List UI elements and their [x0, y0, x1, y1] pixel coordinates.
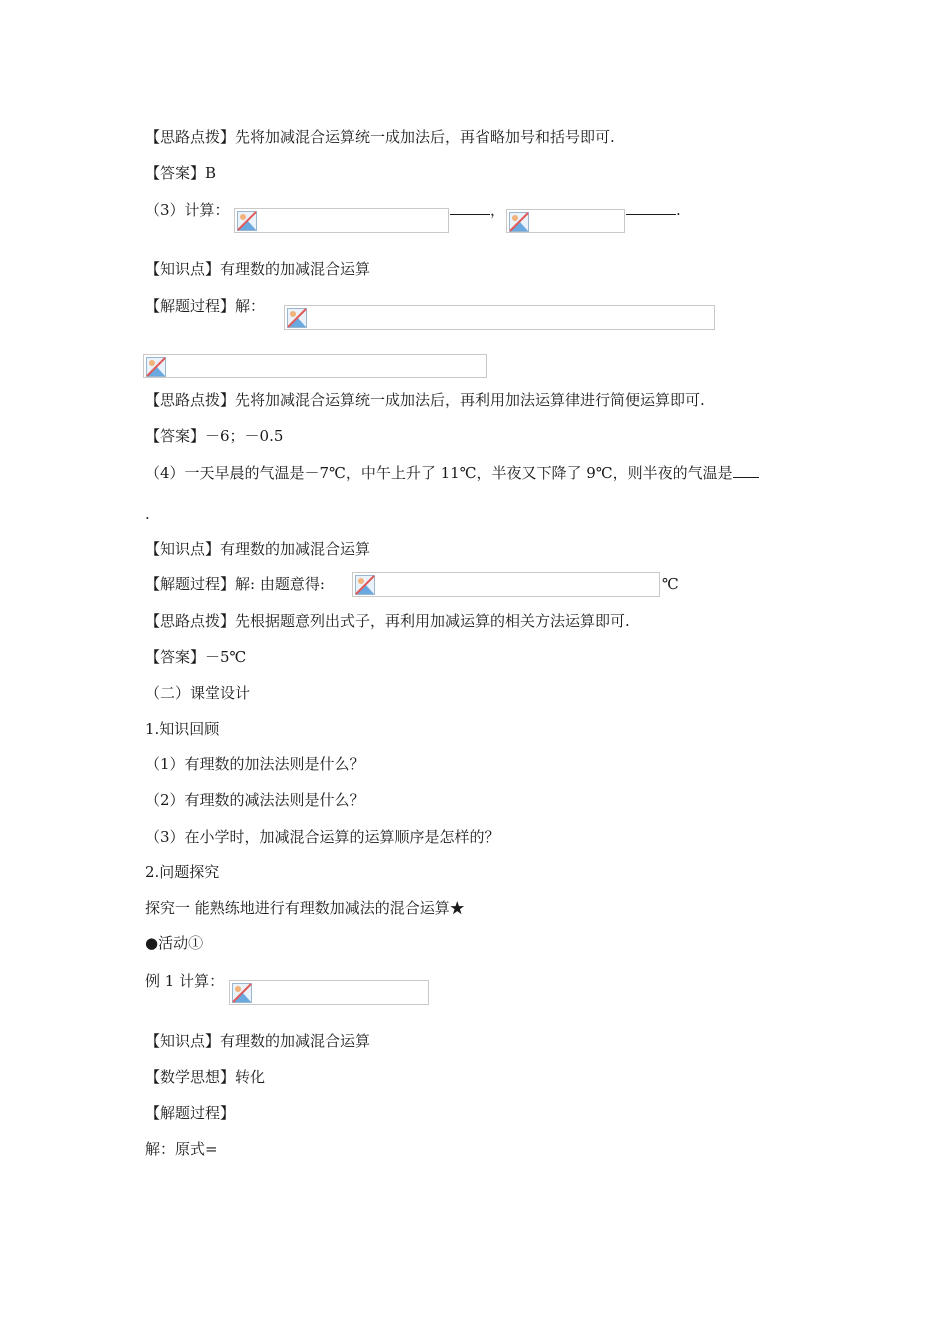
- activity-label: ●活动①: [145, 934, 204, 952]
- answer-blank-1: [450, 202, 490, 215]
- blank-2-wrap: [626, 200, 681, 220]
- solution-process-2: 【解题过程】解: 由题意得:: [145, 575, 325, 593]
- broken-image-icon: [237, 211, 257, 231]
- formula-image: [284, 305, 715, 330]
- example-1-prefix: 例 1 计算：: [145, 972, 225, 990]
- solution-start: 解：原式=: [145, 1140, 218, 1158]
- answer-blank-3: [733, 465, 759, 478]
- comma: ，: [490, 201, 506, 219]
- math-thought: 【数学思想】转化: [145, 1068, 266, 1086]
- celsius-unit: ℃: [662, 575, 679, 593]
- broken-image-icon: [509, 212, 529, 232]
- broken-image-icon: [355, 575, 375, 595]
- review-question-1: （1）有理数的加法法则是什么？: [145, 755, 365, 773]
- period: .: [676, 201, 681, 219]
- formula-image: [229, 980, 429, 1005]
- review-heading: 1.知识回顾: [145, 720, 220, 738]
- hint-line-3: 【思路点拨】先根据题意列出式子，再利用加减运算的相关方法运算即可.: [145, 612, 630, 630]
- formula-image: [234, 208, 449, 233]
- question-3-prefix: （3）计算：: [145, 201, 230, 219]
- formula-image: [506, 209, 625, 233]
- knowledge-point-3: 【知识点】有理数的加减混合运算: [145, 1032, 371, 1050]
- answer-blank-2: [626, 202, 676, 215]
- broken-image-icon: [232, 983, 252, 1003]
- review-question-3: （3）在小学时，加减混合运算的运算顺序是怎样的？: [145, 828, 500, 846]
- solution-process-1: 【解题过程】解：: [145, 297, 266, 315]
- answer-line-1: 【答案】B: [145, 164, 217, 182]
- broken-image-icon: [146, 357, 166, 377]
- review-question-2: （2）有理数的减法法则是什么？: [145, 791, 365, 809]
- explore-heading: 2.问题探究: [145, 863, 220, 881]
- formula-image: [143, 354, 487, 378]
- hint-line-2: 【思路点拨】先将加减混合运算统一成加法后，再利用加法运算律进行简便运算即可.: [145, 391, 705, 409]
- explore-one-title: 探究一 能熟练地进行有理数加减法的混合运算★: [145, 899, 465, 917]
- knowledge-point-2: 【知识点】有理数的加减混合运算: [145, 540, 371, 558]
- broken-image-icon: [287, 308, 307, 328]
- hint-line-1: 【思路点拨】先将加减混合运算统一成加法后，再省略加号和括号即可.: [145, 128, 615, 146]
- question-4-wrap: [145, 463, 759, 483]
- knowledge-point-1: 【知识点】有理数的加减混合运算: [145, 260, 371, 278]
- solution-process-3: 【解题过程】: [145, 1104, 236, 1122]
- question-4: （4）一天早晨的气温是－7℃，中午上升了 11℃，半夜又下降了 9℃，则半夜的气温是: [145, 464, 733, 482]
- answer-line-3: 【答案】－5℃: [145, 648, 247, 666]
- formula-image: [352, 572, 660, 597]
- section-heading: （二）课堂设计: [145, 684, 251, 702]
- answer-line-2: 【答案】－6；－0.5: [145, 427, 284, 445]
- blank-1-wrap: [450, 200, 505, 220]
- question-4-tail: .: [145, 505, 150, 523]
